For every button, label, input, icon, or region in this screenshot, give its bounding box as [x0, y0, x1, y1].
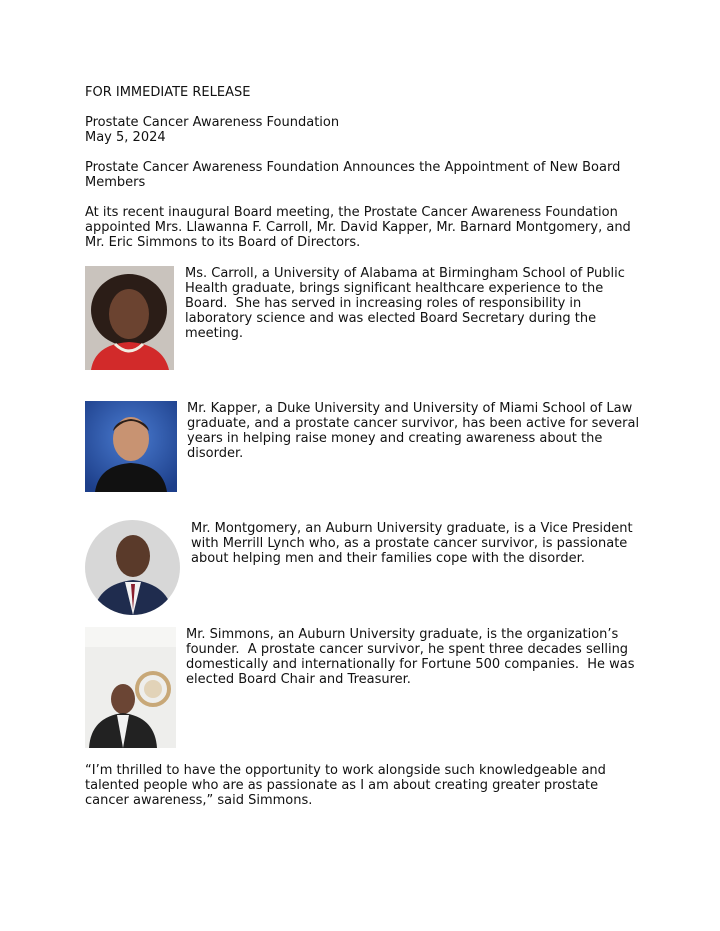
portrait-kapper: [85, 401, 177, 492]
organization-name: Prostate Cancer Awareness Foundation: [85, 115, 340, 130]
release-date: May 5, 2024: [85, 130, 166, 145]
closing-quote: “I’m thrilled to have the opportunity to work alongside such knowledgeable and talented people who are as passionate as I am about creating greater prostate cancer awareness,” said Simmons.: [85, 763, 611, 808]
headline: Prostate Cancer Awareness Foundation Announces the Appointment of New Board Members: [85, 160, 625, 190]
intro-paragraph: At its recent inaugural Board meeting, the Prostate Cancer Awareness Foundation appointed Mrs. Llawanna F. Carroll, Mr. David Kapper, Mr. Barnard Montgomery, and Mr. Eric Simmons to its Board of Directors.: [85, 205, 635, 250]
portrait-simmons: [85, 627, 176, 748]
bio-montgomery: Mr. Montgomery, an Auburn University graduate, is a Vice President with Merrill Lynch who, as a prostate cancer survivor, is passionate about helping men and their families cope with the disorder.: [191, 521, 637, 566]
bio-carroll: Ms. Carroll, a University of Alabama at Birmingham School of Public Health graduate, brings significant healthcare experience to the Board. She has served in increasing roles of responsibility in laboratory science and was elected Board Secretary during the meeting.: [185, 266, 630, 341]
bio-simmons: Mr. Simmons, an Auburn University graduate, is the organization’s founder. A prostate cancer survivor, he spent three decades selling domestically and internationally for Fortune 500 companies. He was elected Board Chair and Treasurer.: [186, 627, 639, 687]
portrait-carroll: [85, 266, 174, 370]
bio-kapper: Mr. Kapper, a Duke University and University of Miami School of Law graduate, and a prostate cancer survivor, has been active for several years in helping raise money and creating awareness about the disorder.: [187, 401, 644, 461]
portrait-montgomery: [85, 520, 180, 615]
release-label: FOR IMMEDIATE RELEASE: [85, 85, 251, 100]
